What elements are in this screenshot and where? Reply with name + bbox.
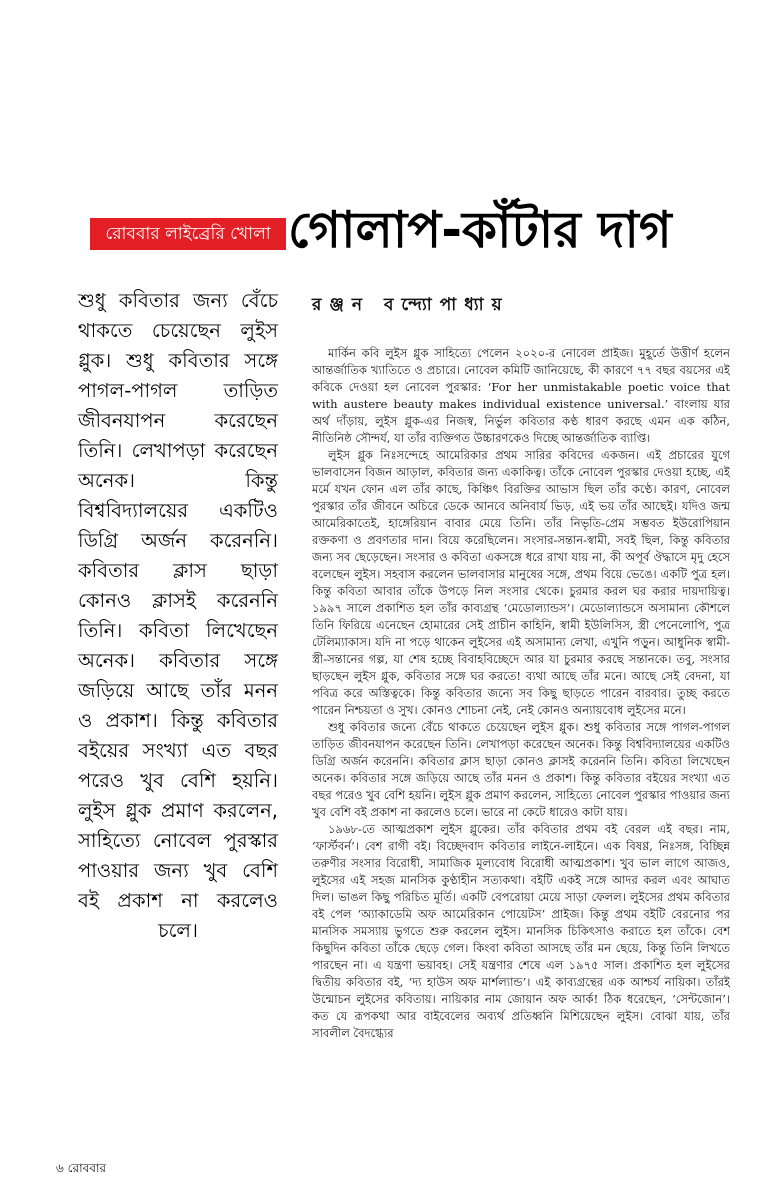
publication-name: রোববার — [67, 1161, 107, 1175]
body-paragraph: শুধু কবিতার জন্যে বেঁচে থাকতে চেয়েছেন লুইস গ্লুক। শুধু কবিতার সঙ্গে পাগল-পাগল তাড়িত জীবনযাপন করেছেন তিনি। লেখাপড়া করেছেন অনেক। কিন্তু বিশ্ববিদ্যালয়ের একটিও ডিগ্রি অর্জন করেননি। কবিতার ক্লাস ছাড়া কোনও ক্লাসই করেননি তিনি। কবিতা লিখেছেন অনেক। কবিতার সঙ্গে জড়িয়ে আছে তাঁর মনন ও প্রকাশ। কিন্তু কবিতার বইয়ের সংখ্যা এত বছর পরেও খুব বেশি হয়নি। লুইস গ্লুক প্রমাণ করলেন, সাহিত্যে নোবেল পুরস্কার পাওয়ার জন্য খুব বেশি বই প্রকাশ না করলেও চলে। ভারে না কেটে ধারেও কাটা যায়। — [312, 720, 730, 819]
body-paragraph: মার্কিন কবি লুইস গ্লুক সাহিত্যে পেলেন ২০২০-র নোবেল প্রাইজ। মুহূর্তে উত্তীর্ণ হলেন আন্তর্জাতিক খ্যাতিতে ও প্রচারে। নোবেল কমিটি জানিয়েছে, কী কারণে ৭৭ বছর বয়সের এই কবিকে দেওয়া হল নোবেল পুরস্কার: ‘For her unmistakable poetic voice that with austere beauty makes individual existence universal.’ বাংলায় যার অর্থ দাঁড়ায়, লুইস গ্লুক-এর নিজস্ব, নির্ভুল কবিতার কণ্ঠ ধারণ করছে এমন এক কঠিন, নীতিনিষ্ঠ সৌন্দর্য, যা তাঁর ব্যক্তিগত উচ্চারণকেও দিচ্ছে আন্তর্জাতিক ব্যাপ্তি। — [312, 346, 730, 445]
section-tag: রোববার লাইব্রেরি খোলা — [90, 218, 286, 250]
page-footer — [56, 1160, 106, 1180]
body-paragraph: ১৯৬৮-তে আত্মপ্রকাশ লুইস গ্লুকের। তাঁর কবিতার প্রথম বই বেরল এই বছর। নাম, ‘ফার্স্টবর্ন’। বেশ রাগী বই। বিচ্ছেদবাদ কবিতার লাইনে-লাইনে। এক বিষণ্ণ, নিঃসঙ্গ, বিচ্ছিন্ন তরুণীর সংসার বিরোধী, সামাজিক মূল্যবোধ বিরোধী আত্মপ্রকাশ। খুব ভাল লাগে আজও, লুইসের এই সহজ মানসিক কুণ্ঠাহীন সত্যকথা। বইটি একই সঙ্গে আদর করল এবং আঘাত দিল। ভাঙল কিছু পরিচিত মূর্তি। একটি বেপরোয়া মেয়ে সাড়া ফেলল। লুইসের প্রথম কবিতার বই পেল ‘অ্যাকাডেমি অফ আমেরিকান পোয়েটস’ প্রাইজ। কিন্তু প্রথম বইটি বেরনোর পর মানসিক সমস্যায় ভুগতে শুরু করলেন লুইস। মানসিক চিকিৎসাও করাতে হল তাঁকে। বেশ কিছুদিন কবিতা তাঁকে ছেড়ে গেল। কিংবা কবিতা আসছে তাঁর মন ছেয়ে, কিন্তু তিনি লিখতে পারছেন না। এ যন্ত্রণা ভয়াবহ। সেই যন্ত্রণার শেষে এল ১৯৭৫ সাল। প্রকাশিত হল লুইসের দ্বিতীয় কবিতার বই, ‘দ্য হাউস অফ মার্শল্যান্ড’। এই কাব্যগ্রন্থের এক আশ্চর্য নায়িকা। তাঁরই উন্মোচন লুইসের কবিতায়। নায়িকার নাম জোয়ান অফ আর্ক! ঠিক ধরেছেন, ‘সেন্টজোন’। কত যে রূপকথা আর বাইবেলের অব্যর্থ প্রতিধ্বনি মিশিয়েছেন লুইস। বোঝা যায়, তাঁর সাবলীল বৈদগ্ধ্যের — [312, 822, 730, 1040]
page-number: ৬ — [56, 1161, 64, 1175]
body-paragraph: লুইস গ্লুক নিঃসন্দেহে আমেরিকার প্রথম সারির কবিদের একজন। এই প্রচারের যুগে ভালবাসেন বিজন আড়াল, কবিতার জন্য একাকিত্ব। তাঁকে নোবেল পুরস্কার দেওয়া হচ্ছে, এই মর্মে যখন ফোন এল তাঁর কাছে, কিঞ্চিৎ বিরক্তির আভাস ছিল তাঁর কণ্ঠে। কারণ, নোবেল পুরস্কার তাঁর জীবনে অচিরে ডেকে আনবে অনিবার্য ভিড়, এই ভয় তাঁর আছেই। যদিও জন্ম আমেরিকাতেই, হাঙ্গেরিয়ান বাবার মেয়ে তিনি। তাঁর নিভৃতি-প্রেম সম্ভবত ইউরোপিয়ান রক্তকণা ও প্রবণতার দান। বিয়ে করেছিলেন। সংসার-সন্তান-স্বামী, সবই ছিল, কিন্তু কবিতার জন্য সব ছেড়েছেন। সংসার ও কবিতা একসঙ্গে ধরে রাখা যায় না, কী অপূর্ব ঔদ্ধাসে মৃদু হেসে বলেছেন লুইস। সহবাস করলেন ভালবাসার মানুষের সঙ্গে, প্রথম বিয়ে ভেঙে। একটি পুত্র হল। কিন্তু কবিতা আবার তাঁকে উপড়ে নিল সংসার থেকে। চুরমার করল ঘর করার দায়দায়িত্ব। ১৯৯৭ সালে প্রকাশিত হল তাঁর কাব্যগ্রন্থ ‘মেডোল্যান্ডস’। মেডোল্যান্ডসে অসামান্য কৌশলে তিনি ফিরিয়ে এনেছেন হোমারের সেই প্রাচীন কাহিনি, স্বামী ইউলিসিস, স্ত্রী পেনেলোপি, পুত্র টেলিম্যাকাস। যদি না পড়ে থাকেন লুইসের এই অসামান্য লেখা, এখুনি পড়ুন। আধুনিক স্বামী-স্ত্রী-সন্তানের গল্প, যা শেষ হচ্ছে বিবাহবিচ্ছেদে আর যা চুরমার করছে সন্তানকে। তবু, সংসার ছাড়ছেন লুইস গ্লুক, কবিতার সঙ্গে ঘর করতে! ব্যথা আছে তাঁর মনে। আছে সেই বেদনা, যা পবিত্র করে অস্তিত্বকে। কিন্তু কবিতার জন্যে সব কিছু ছাড়তে পারেন বারবার। তুচ্ছ করতে পারেন নিশ্চয়তা ও সুখ। কোনও শোচনা নেই, নেই কোনও অন্যায়বোধ লুইসের মনে। — [312, 448, 730, 717]
pull-quote: শুধু কবিতার জন্য বেঁচে থাকতে চেয়েছেন লুইস গ্লুক। শুধু কবিতার সঙ্গে পাগল-পাগল তাড়িত জীবনযাপন করেছেন তিনি। লেখাপড়া করেছেন অনেক। কিন্তু বিশ্ববিদ্যালয়ের একটিও ডিগ্রি অর্জন করেননি। কবিতার ক্লাস ছাড়া কোনও ক্লাসই করেননি তিনি। কবিতা লিখেছেন অনেক। কবিতার সঙ্গে জড়িয়ে আছে তাঁর মনন ও প্রকাশ। কিন্তু কবিতার বইয়ের সংখ্যা এত বছর পরেও খুব বেশি হয়নি। লুইস গ্লুক প্রমাণ করলেন, সাহিত্যে নোবেল পুরস্কার পাওয়ার জন্য খুব বেশি বই প্রকাশ না করলেও চলে। — [78, 289, 278, 942]
article-body — [312, 345, 730, 1150]
article-title: গোলাপ-কাঁটার দাগ — [288, 201, 672, 259]
author-byline: রঞ্জন বন্দ্যোপাধ্যায় — [312, 295, 510, 315]
